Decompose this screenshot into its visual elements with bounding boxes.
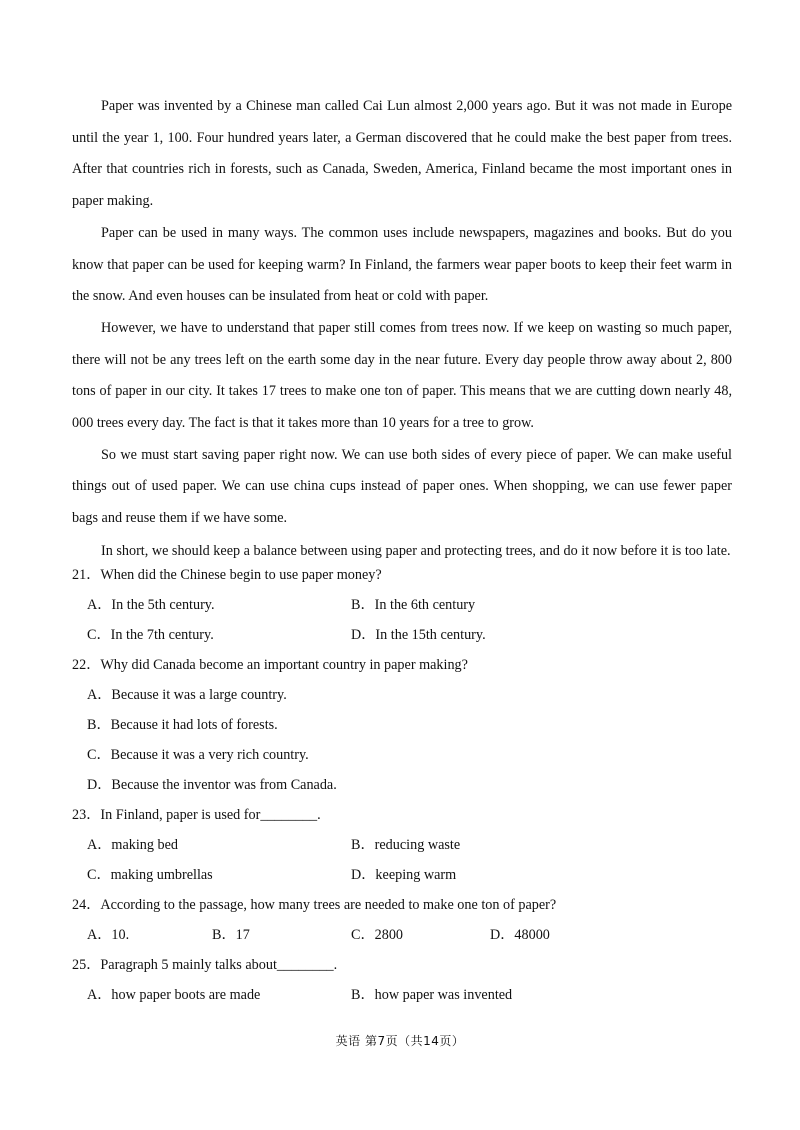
question-list [72,560,752,1010]
option-b: B．Because it had lots of forests. [87,717,278,733]
option-d: D．48000 [490,927,550,943]
option-row [72,830,752,860]
option-c: C．2800 [351,927,404,943]
option-a: A．making bed [87,837,179,853]
option-row [72,590,752,620]
option-c: C．Because it was a very rich country. [87,747,309,763]
question-stem: 22．Why did Canada become an important country in paper making? [72,657,468,673]
passage-paragraph-5: In short, we should keep a balance between using paper and protecting trees, and do it now before it is too late. [101,542,731,559]
option-c: C．making umbrellas [87,867,213,883]
reading-passage [72,91,732,568]
option-b: B．In the 6th century [351,597,476,613]
option-row [72,680,752,710]
option-a: A．Because it was a large country. [87,687,287,703]
option-a: A．how paper boots are made [87,987,261,1003]
option-row [72,980,752,1010]
question-25 [72,950,752,1010]
question-stem: 21．When did the Chinese begin to use paper money? [72,567,382,583]
page-footer: 英语 第7页（共14页） [335,1034,465,1048]
question-stem: 24．According to the passage, how many trees are needed to make one ton of paper? [72,897,557,913]
option-d: D．Because the inventor was from Canada. [87,777,337,793]
question-stem: 25．Paragraph 5 mainly talks about________. [72,957,338,973]
option-row [72,860,752,890]
option-c: C．In the 7th century. [87,627,214,643]
passage-paragraph-2: Paper can be used in many ways. The common uses include newspapers, magazines and books. But do you know that paper can be used for keeping warm? In Finland, the farmers wear paper boots to keep their feet warm in the snow. And even houses can be insulated from heat or cold with paper. [72,224,732,305]
question-23 [72,800,752,890]
option-b: B．how paper was invented [351,987,513,1003]
question-21 [72,560,752,650]
option-b: B．reducing waste [351,837,461,853]
option-row [72,770,752,800]
passage-paragraph-1: Paper was invented by a Chinese man called Cai Lun almost 2,000 years ago. But it was not made in Europe until the year 1, 100. Four hundred years later, a German discovered that he could make the best paper from trees. After that countries rich in forests, such as Canada, Sweden, America, Finland became the most important ones in paper making. [72,98,732,210]
passage-paragraph-3: However, we have to understand that paper still comes from trees now. If we keep on wasting so much paper, there will not be any trees left on the earth some day in the near future. Every day people throw away about 2, 800 tons of paper in our city. It takes 17 trees to make one ton of paper. This means that we are cutting down nearly 48, 000 trees every day. The fact is that it takes more than 10 years for a tree to grow. [72,319,732,432]
option-a: A．10. [87,927,130,943]
option-row [72,710,752,740]
option-row [72,620,752,650]
question-stem: 23．In Finland, paper is used for________. [72,807,321,823]
question-22 [72,650,752,800]
option-b: B．17 [212,927,250,943]
option-a: A．In the 5th century. [87,597,215,613]
option-row [72,920,752,950]
option-row [72,740,752,770]
option-d: D．keeping warm [351,867,457,883]
option-d: D．In the 15th century. [351,627,486,643]
passage-paragraph-4: So we must start saving paper right now. We can use both sides of every piece of paper. We can make useful things out of used paper. We can use china cups instead of paper ones. When shopping, we can use fewer paper bags and reuse them if we have some. [72,446,732,527]
question-24 [72,890,752,950]
